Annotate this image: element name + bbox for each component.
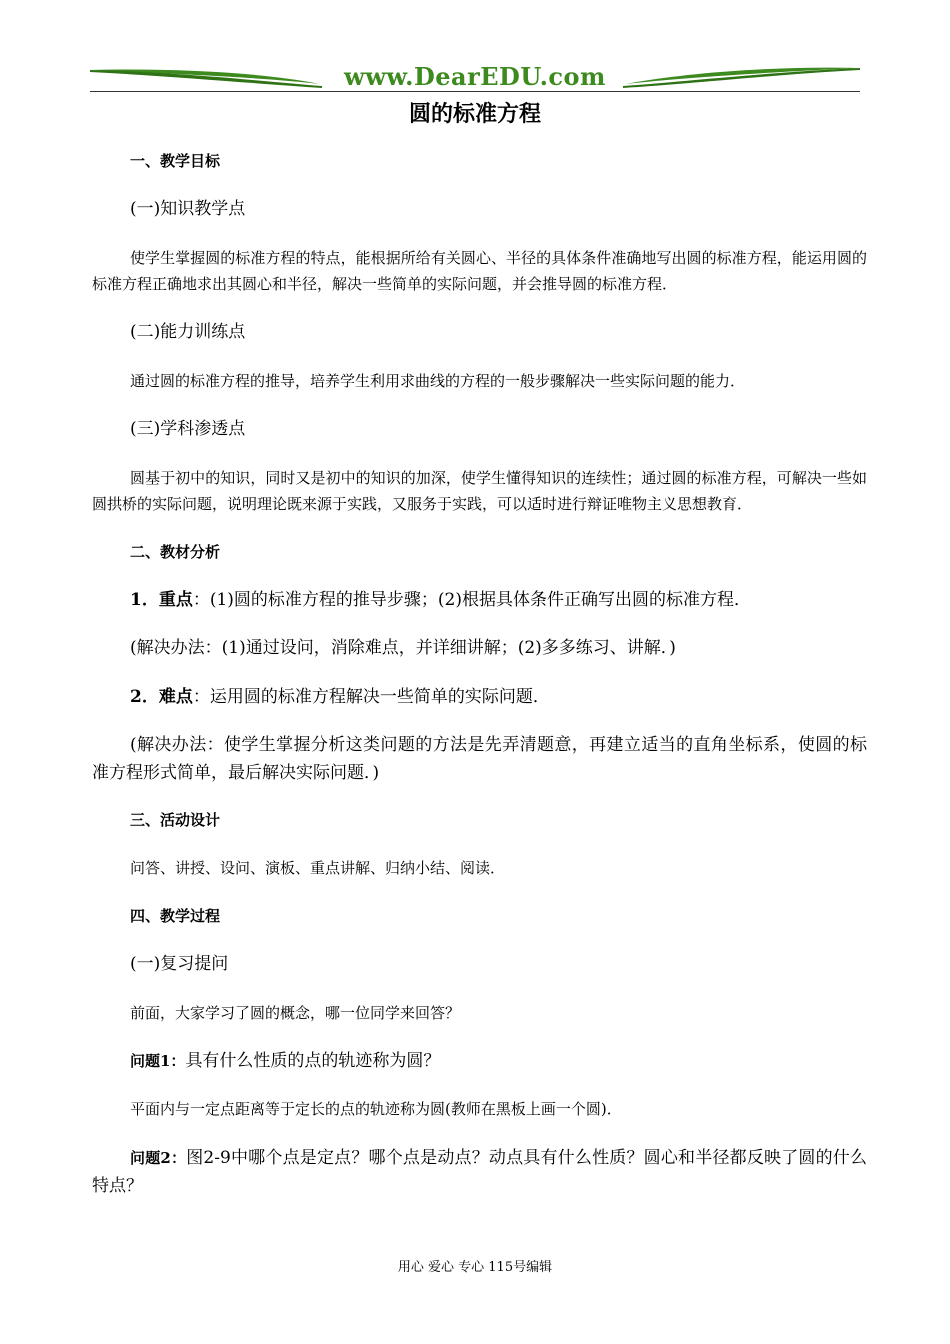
- difficulty-method: (解决办法：使学生掌握分析这类问题的方法是先弄清题意，再建立适当的直角坐标系，使圆的标准方程形式简单，最后解决实际问题．): [92, 735, 867, 783]
- key-point-text: ：(1)圆的标准方程的推导步骤；(2)根据具体条件正确写出圆的标准方程．: [192, 590, 752, 610]
- paragraph-review: 前面，大家学习了圆的概念，哪一位同学来回答？: [130, 1004, 461, 1022]
- paragraph-discipline: 圆基于初中的知识，同时又是初中的知识的加深，使学生懂得知识的连续性；通过圆的标准方程，可解决一些如圆拱桥的实际问题，说明理论既来源于实践，又服务于实践，可以适时进行辩证唯物主义思想教育．: [92, 469, 867, 513]
- subheading-discipline: (三)学科渗透点: [130, 419, 246, 439]
- difficulty-line: [92, 683, 867, 711]
- section-heading-4: 四、教学过程: [130, 907, 221, 925]
- subheading-ability: (二)能力训练点: [130, 322, 246, 342]
- difficulty-text: ：运用圆的标准方程解决一些简单的实际问题．: [192, 687, 550, 707]
- question-2-text: 图2-9中哪个点是定点？哪个点是动点？动点具有什么性质？圆心和半径都反映了圆的什么特点？: [92, 1148, 868, 1196]
- paragraph-knowledge: 使学生掌握圆的标准方程的特点，能根据所给有关圆心、半径的具体条件准确地写出圆的标准方程，能运用圆的标准方程正确地求出其圆心和半径，解决一些简单的实际问题，并会推导圆的标准方程．: [92, 249, 867, 293]
- question-1-answer: 平面内与一定点距离等于定长的点的轨迹称为圆(教师在黑板上画一个圆)．: [130, 1100, 622, 1118]
- page-footer: 用心 爱心 专心 115号编辑: [397, 1260, 553, 1275]
- page-title: 圆的标准方程: [408, 101, 541, 127]
- question-2: [92, 1144, 867, 1200]
- site-logo-text: www.DearEDU.com: [344, 62, 606, 91]
- paragraph-activities: 问答、讲授、设问、演板、重点讲解、归纳小结、阅读．: [130, 859, 506, 877]
- question-2-label: 问题2：: [130, 1149, 187, 1167]
- key-point-method: (解决办法：(1)通过设问，消除难点，并详细讲解；(2)多多练习、讲解．): [130, 638, 676, 658]
- question-1: [92, 1047, 867, 1075]
- difficulty-label: 2．难点: [130, 687, 193, 707]
- question-1-label: 问题1：: [130, 1052, 186, 1070]
- key-point-line: [92, 586, 867, 614]
- header-banner: [90, 62, 860, 92]
- question-1-text: 具有什么性质的点的轨迹称为圆？: [185, 1051, 441, 1071]
- subheading-review: (一)复习提问: [130, 954, 229, 974]
- subheading-knowledge: (一)知识教学点: [130, 199, 246, 219]
- paragraph-ability: 通过圆的标准方程的推导，培养学生利用求曲线的方程的一般步骤解决一些实际问题的能力．: [130, 372, 746, 390]
- key-point-label: 1．重点: [130, 590, 193, 610]
- header-rule: [90, 91, 860, 92]
- section-heading-1: 一、教学目标: [130, 152, 221, 170]
- section-heading-3: 三、活动设计: [130, 811, 221, 829]
- section-heading-2: 二、教材分析: [130, 543, 221, 561]
